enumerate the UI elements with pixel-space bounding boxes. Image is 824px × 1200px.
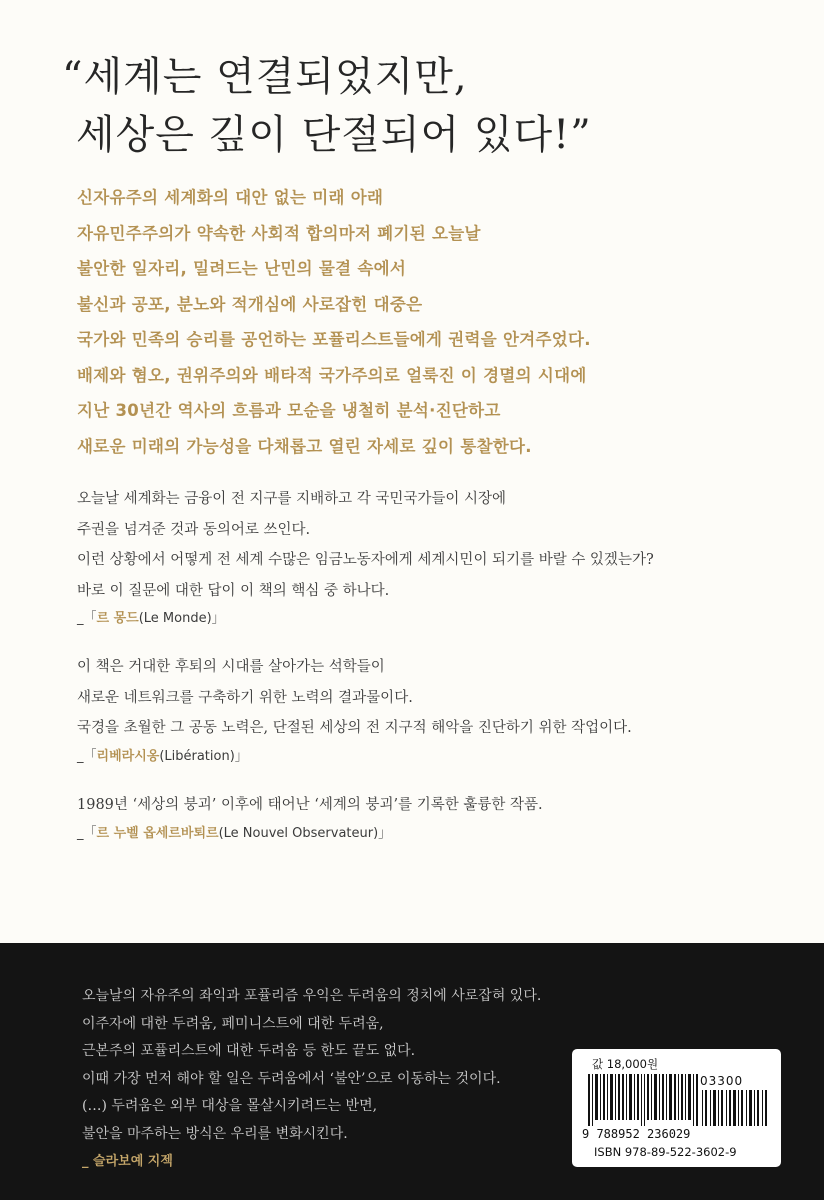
panel-line: 불안을 마주하는 방식은 우리를 변화시킨다. (82, 1125, 348, 1142)
source-prefix: _「 (77, 611, 97, 626)
headline-line-1: “세계는 연결되었지만, (62, 54, 468, 100)
intro-text (77, 180, 591, 464)
intro-line: 지난 30년간 역사의 흐름과 모순을 냉철히 분석·진단하고 (77, 401, 501, 420)
intro-line: 신자유주의 세계화의 대안 없는 미래 아래 (77, 188, 384, 207)
review-source (77, 745, 632, 764)
source-suffix: (Libération)」 (159, 748, 248, 764)
panel-source: _ 슬라보예 지젝 (82, 1154, 173, 1169)
intro-line: 불안한 일자리, 밀려드는 난민의 물결 속에서 (77, 259, 407, 278)
intro-line: 새로운 미래의 가능성을 다채롭고 열린 자세로 깊이 통찰한다. (77, 436, 532, 456)
barcode-label (572, 1049, 781, 1167)
headline-line-2: 세상은 깊이 단절되어 있다!” (76, 112, 592, 158)
source-prefix: _「 (77, 748, 97, 764)
isbn-label: ISBN 978-89-522-3602-9 (594, 1145, 737, 1159)
review-source (77, 822, 543, 841)
review-line: 새로운 네트워크를 구축하기 위한 노력의 결과물이다. (77, 689, 413, 706)
addon-code: 03300 (700, 1074, 744, 1088)
review-line: 국경을 초월한 그 공동 노력은, 단절된 세상의 전 지구적 해악을 진단하기 위한 작업이다. (77, 720, 632, 736)
review-line: 이 책은 거대한 후퇴의 시대를 살아가는 석학들이 (77, 659, 385, 675)
source-name: 리베라시옹 (96, 748, 160, 764)
panel-line: 이때 가장 먼저 해야 할 일은 두려움에서 ‘불안’으로 이동하는 것이다. (82, 1070, 501, 1087)
intro-line: 배제와 혐오, 권위주의와 배타적 국가주의로 얼룩진 이 경멸의 시대에 (77, 365, 587, 385)
review-liberation (77, 652, 632, 764)
headline-quote (62, 48, 592, 164)
intro-line: 자유민주주의가 약속한 사회적 합의마저 폐기된 오늘날 (77, 223, 481, 243)
review-nouvel-observateur (77, 790, 543, 841)
panel-line: 오늘날의 자유주의 좌익과 포퓰리즘 우익은 두려움의 정치에 사로잡혀 있다. (82, 988, 542, 1004)
panel-line: 근본주의 포퓰리스트에 대한 두려움 등 한도 끝도 없다. (82, 1043, 416, 1059)
review-le-monde (77, 484, 654, 626)
source-suffix: (Le Monde)」 (138, 611, 225, 626)
price-label: 값 18,000원 (592, 1057, 659, 1071)
source-name: 르 몽드 (96, 611, 139, 626)
intro-line: 국가와 민족의 승리를 공언하는 포퓰리스트들에게 권력을 안겨주었다. (77, 330, 591, 349)
barcode-digits: 9 788952 236029 (582, 1127, 691, 1141)
review-line: 오늘날 세계화는 금융이 전 지구를 지배하고 각 국민국가들이 시장에 (77, 491, 507, 507)
barcode-bars (588, 1074, 698, 1126)
review-line: 바로 이 질문에 대한 답이 이 책의 핵심 중 하나다. (77, 582, 390, 599)
review-line: 1989년 ‘세상의 붕괴’ 이후에 태어난 ‘세계의 붕괴’를 기록한 훌륭한 작품. (77, 797, 543, 813)
panel-text (82, 983, 541, 1169)
review-line: 이런 상황에서 어떻게 전 세계 수많은 임금노동자에게 세계시민이 되기를 바랄 수 있겠는가? (77, 552, 654, 568)
intro-line: 불신과 공포, 분노와 적개심에 사로잡힌 대중은 (77, 294, 423, 314)
panel-line: 이주자에 대한 두려움, 페미니스트에 대한 두려움, (82, 1015, 384, 1032)
source-prefix: _「 (77, 825, 97, 841)
source-suffix: (Le Nouvel Observateur)」 (218, 825, 392, 841)
panel-line: (…) 두려움은 외부 대상을 몰살시키려드는 반면, (82, 1098, 378, 1114)
review-line: 주권을 넘겨준 것과 동의어로 쓰인다. (77, 521, 311, 538)
source-name: 르 누벨 옵세르바퇴르 (96, 825, 219, 841)
review-source (77, 607, 654, 626)
addon-barcode-bars (702, 1090, 768, 1126)
